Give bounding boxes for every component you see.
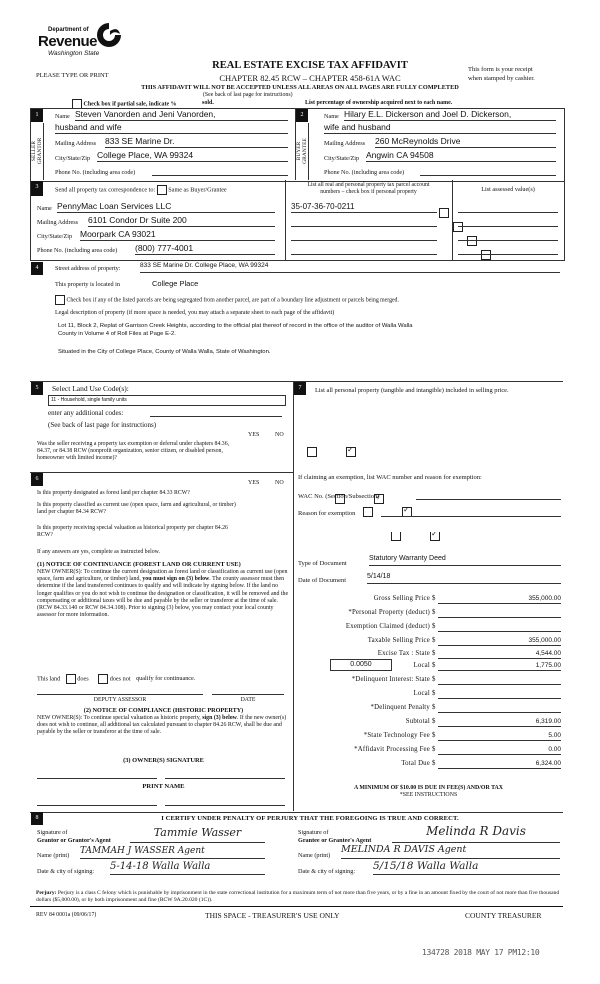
buyer-city-label: City/State/Zip bbox=[324, 155, 360, 162]
document-type-label: Type of Document bbox=[298, 560, 347, 567]
section-8-number: 8 bbox=[31, 812, 43, 825]
does-not-qualify-checkbox[interactable] bbox=[98, 674, 108, 684]
exemption-reason-input-2[interactable] bbox=[298, 522, 561, 532]
parcel-header-line-2: numbers – check box if personal property bbox=[320, 189, 417, 195]
located-in-value[interactable]: College Place bbox=[152, 279, 199, 288]
exemption-deferral-yes-checkbox[interactable] bbox=[307, 447, 317, 457]
dollar-sign: $ bbox=[432, 623, 436, 630]
buyer-side-label bbox=[296, 123, 309, 180]
logo-dept-text: Department of bbox=[48, 27, 89, 33]
perjury-certification: I CERTIFY UNDER PENALTY OF PERJURY THAT THE FOREGOING IS TRUE AND CORRECT. bbox=[161, 815, 459, 822]
owner-signature-line-2[interactable] bbox=[165, 778, 285, 779]
parcel-number-input-1[interactable]: 35-07-36-70-0211 bbox=[291, 202, 437, 213]
subtotal-label: Subtotal bbox=[405, 718, 430, 725]
seller-side-label bbox=[31, 123, 44, 180]
section-2-number: 2 bbox=[296, 109, 308, 122]
parcel-header-line-1: List all real and personal property tax parcel account bbox=[307, 182, 430, 188]
seller-phone-input[interactable] bbox=[152, 167, 288, 176]
state-technology-fee-input[interactable] bbox=[438, 729, 561, 741]
gross-selling-price-input[interactable] bbox=[438, 592, 561, 604]
gross-selling-price-value: 355,000.00 bbox=[528, 595, 561, 602]
buyer-name-input[interactable]: Hilary E.L. Dickerson and Joel D. Dickerson, bbox=[344, 109, 556, 121]
send-correspondence-label: Send all property tax correspondence to: bbox=[55, 186, 156, 194]
assessed-value-input-1[interactable] bbox=[458, 203, 558, 213]
please-type-print: PLEASE TYPE OR PRINT bbox=[36, 72, 109, 79]
current-use-question: Is this property classified as current use (open space, farm and agricultural, or timber) land per chapter 84.34 RCW? bbox=[37, 502, 236, 515]
personal-property-deduct-input[interactable] bbox=[438, 606, 561, 618]
partial-sale-label: Check box if partial sale, indicate % bbox=[83, 101, 177, 108]
correspondence-name-input[interactable]: PennyMac Loan Services LLC bbox=[57, 201, 275, 213]
notice-continuance-text bbox=[37, 569, 290, 619]
grantor-date-label: Date & city of signing: bbox=[37, 868, 95, 875]
assessed-value-input-2[interactable] bbox=[458, 217, 558, 227]
minimum-fee-note: A MINIMUM OF $10.00 IS DUE IN FEE(S) AND/OR TAX bbox=[353, 785, 504, 791]
divider bbox=[30, 472, 293, 473]
segregated-row bbox=[55, 295, 399, 305]
dollar-sign: $ bbox=[432, 650, 436, 657]
legal-description-label: Legal description of property (if more space is needed, you may attach a separate sheet to each page of the affidavit) bbox=[55, 310, 335, 316]
grantee-signature-label-1: Signature of bbox=[298, 829, 329, 836]
section-7-number: 7 bbox=[294, 382, 306, 395]
section-5-yes-header: YES bbox=[248, 432, 260, 438]
total-due-value: 6,324.00 bbox=[535, 760, 561, 767]
legal-description-line-2: County in Volume 4 of Roll Files at Page E-2. bbox=[58, 331, 176, 337]
seller-name-label: Name bbox=[55, 113, 70, 120]
segregated-checkbox[interactable] bbox=[55, 295, 65, 305]
buyer-name-input-2[interactable]: wife and husband bbox=[324, 122, 556, 134]
assessed-values-header: List assessed value(s) bbox=[481, 186, 535, 193]
grantee-signature-field[interactable]: Melinda R Davis bbox=[392, 824, 560, 843]
state-technology-fee-label: *State Technology Fee bbox=[363, 732, 430, 739]
seller-name-input[interactable]: Steven Vanorden and Jeni Vanorden, bbox=[75, 109, 288, 121]
same-as-buyer-label: Same as Buyer/Grantee bbox=[168, 186, 227, 194]
taxable-selling-price-label: Taxable Selling Price bbox=[367, 637, 430, 644]
excise-tax-local-label: Local bbox=[413, 662, 430, 669]
land-use-see-back: (See back of last page for instructions) bbox=[48, 421, 157, 429]
additional-codes-label: enter any additional codes: bbox=[48, 409, 124, 417]
excise-tax-state-label: Excise Tax : State bbox=[377, 650, 430, 657]
section-6-yes-header: YES bbox=[248, 480, 260, 486]
correspondence-city-input[interactable]: Moorpark CA 93021 bbox=[80, 229, 275, 241]
wac-number-input[interactable] bbox=[416, 490, 561, 500]
seller-mailing-input[interactable]: 833 SE Marine Dr. bbox=[105, 136, 288, 148]
correspondence-phone-label: Phone No. (including area code) bbox=[37, 247, 118, 254]
total-due-input[interactable] bbox=[438, 757, 561, 769]
owner-signature-title: (3) OWNER(S) SIGNATURE bbox=[123, 757, 204, 764]
deputy-assessor-signature-line[interactable] bbox=[37, 694, 203, 695]
seller-label: SELLER bbox=[31, 140, 37, 162]
exemption-claimed-label: Exemption Claimed (deduct) bbox=[345, 623, 430, 630]
continuance-row bbox=[37, 674, 195, 684]
subtotal-input[interactable] bbox=[438, 715, 561, 727]
perjury-notice-text: Perjury is a class C felony which is punishable by imprisonment in the state correctional institution for a maximum term of not more than five years, or by a fine in an amount fixed by the court of not more than five thousand dollars ($5,000.00), or by both imprisonment and fine (RCW 9A.20.020 (1C)). bbox=[36, 890, 560, 903]
dollar-sign: $ bbox=[432, 732, 436, 739]
owner-signature-line-1[interactable] bbox=[37, 778, 157, 779]
divider bbox=[452, 180, 453, 260]
dollar-sign: $ bbox=[432, 662, 436, 669]
perjury-notice bbox=[36, 890, 566, 904]
ownership-note: List percentage of ownership acquired next to each name. bbox=[305, 100, 453, 106]
parcel-header bbox=[287, 182, 450, 196]
seller-name-input-2[interactable]: husband and wife bbox=[55, 122, 288, 134]
divider bbox=[293, 381, 294, 811]
form-number: REV 84 0001a (09/06/17) bbox=[36, 912, 97, 918]
correspondence-city-label: City/State/Zip bbox=[37, 233, 73, 240]
located-in-label: This property is located in bbox=[55, 281, 120, 288]
buyer-mailing-input[interactable]: 260 McReynolds Drive bbox=[375, 136, 556, 148]
local-rate-box[interactable]: 0.0050 bbox=[330, 659, 392, 671]
document-date-input[interactable]: 5/14/18 bbox=[367, 573, 561, 584]
grantor-name-label: Name (print) bbox=[37, 852, 70, 859]
segregated-label: Check box if any of the listed parcels are being segregated from another parcel, are part of a boundary line adjustment or parcels being merged. bbox=[66, 297, 399, 304]
dollar-sign: $ bbox=[432, 718, 436, 725]
exemption-claimed-input[interactable] bbox=[438, 620, 561, 632]
treasurer-use-only: THIS SPACE - TREASURER'S USE ONLY bbox=[205, 911, 340, 920]
excise-tax-state-input[interactable] bbox=[438, 647, 561, 659]
dollar-sign: $ bbox=[432, 746, 436, 753]
does-qualify-checkbox[interactable] bbox=[66, 674, 76, 684]
buyer-name-label: Name bbox=[324, 113, 339, 120]
personal-property-label: List all personal property (tangible and intangible) included in selling price. bbox=[315, 387, 509, 394]
correspondence-phone-input[interactable]: (800) 777-4001 bbox=[135, 243, 275, 255]
excise-tax-local-input[interactable] bbox=[438, 659, 561, 671]
street-address-label: Street address of property: bbox=[55, 265, 121, 272]
parcel-number-input-4[interactable] bbox=[291, 244, 437, 255]
seller-city-label: City/State/Zip bbox=[55, 155, 91, 162]
seller-phone-label: Phone No. (including area code) bbox=[55, 169, 136, 176]
dollar-sign: $ bbox=[432, 637, 436, 644]
parcel-number-input-2[interactable] bbox=[291, 216, 437, 227]
notice-compliance-title: (2) NOTICE OF COMPLIANCE (HISTORIC PROPERTY) bbox=[83, 707, 244, 714]
does-label: does bbox=[77, 675, 89, 683]
delinquent-interest-state-label: *Delinquent Interest: State bbox=[351, 676, 430, 683]
dor-logo bbox=[38, 22, 128, 62]
gross-selling-price-label: Gross Selling Price bbox=[373, 595, 430, 602]
seller-mailing-label: Mailing Address bbox=[55, 140, 97, 147]
form-title: REAL ESTATE EXCISE TAX AFFIDAVIT bbox=[212, 60, 408, 71]
section-6-number: 6 bbox=[31, 473, 43, 486]
if-yes-instruction: If any answers are yes, complete as instructed below. bbox=[37, 549, 160, 555]
notice-compliance-text bbox=[37, 715, 290, 737]
exemption-deferral-no-checkbox[interactable] bbox=[346, 447, 356, 457]
affidavit-processing-fee-input[interactable] bbox=[438, 743, 561, 755]
affidavit-processing-fee-label: *Affidavit Processing Fee bbox=[354, 746, 430, 753]
receipt-note-1: This form is your receipt bbox=[468, 66, 533, 73]
notice-compliance-text-a: NEW OWNER(S): To continue special valuation as historic property, bbox=[37, 715, 201, 721]
delinquent-interest-local-input[interactable] bbox=[438, 687, 561, 699]
logo-state-text: Washington State bbox=[48, 50, 100, 57]
dor-swirl-logo-icon bbox=[96, 22, 122, 48]
section-5-number: 5 bbox=[31, 382, 43, 395]
section-5-no-header: NO bbox=[275, 432, 284, 438]
section-1-number: 1 bbox=[31, 109, 43, 122]
grantor-signature-field[interactable]: Tammie Wasser bbox=[130, 826, 265, 843]
grantor-date-field[interactable]: 5-14-18 Walla Walla bbox=[110, 861, 265, 875]
street-address-input[interactable]: 833 SE Marine Dr. College Place, WA 99324 bbox=[140, 262, 560, 273]
this-land-label: This land bbox=[37, 675, 61, 683]
assessed-value-input-4[interactable] bbox=[458, 245, 558, 255]
wac-number-label: WAC No. (Section/Subsection) bbox=[298, 493, 380, 500]
notice-continuance-text-bold: you must sign on (3) below bbox=[142, 576, 210, 583]
excise-tax-local-value: 1,775.00 bbox=[535, 662, 561, 669]
taxable-selling-price-input[interactable] bbox=[438, 634, 561, 646]
perjury-notice-bold: Perjury: bbox=[36, 890, 57, 896]
does-not-label: does not bbox=[109, 675, 131, 683]
legal-description-line-1: Lot 11, Block 2, Replat of Garrison Creek Heights, according to the official plat thereof of record in the office of the auditor of Walla Walla bbox=[58, 323, 413, 329]
buyer-phone-input[interactable] bbox=[420, 167, 556, 176]
notice-continuance-title: (1) NOTICE OF CONTINUANCE (FOREST LAND OR CURRENT USE) bbox=[37, 561, 241, 568]
grantor-name-field[interactable]: TAMMAH J WASSER Agent bbox=[80, 846, 265, 859]
historical-property-question: Is this property receiving special valuation as historical property per chapter 84.26 RCW? bbox=[37, 525, 228, 538]
grantor-signature-label-2: Grantor or Grantor's Agent bbox=[37, 837, 111, 844]
grantee-name-label: Name (print) bbox=[298, 852, 331, 859]
buyer-mailing-label: Mailing Address bbox=[324, 140, 366, 147]
forest-land-question: Is this property designated as forest land per chapter 84.33 RCW? bbox=[37, 490, 190, 496]
dollar-sign: $ bbox=[432, 595, 436, 602]
divider bbox=[285, 180, 286, 260]
grantor-label: GRANTOR bbox=[37, 137, 43, 165]
exemption-deferral-question: Was the seller receiving a property tax exemption or deferral under chapters 84.36, 84.37, or 84.38 RCW (nonprofit organization, senior citizen, or disabled person, homeowner with limited income)? bbox=[37, 441, 230, 461]
parcel-number-input-3[interactable] bbox=[291, 230, 437, 241]
total-due-label: Total Due bbox=[401, 760, 430, 767]
historical-property-yes-checkbox[interactable] bbox=[391, 531, 401, 541]
affidavit-processing-fee-value: 0.00 bbox=[548, 746, 561, 753]
see-instructions-note: *SEE INSTRUCTIONS bbox=[399, 792, 458, 798]
delinquent-penalty-input[interactable] bbox=[438, 701, 561, 713]
assessor-date-label: DATE bbox=[240, 697, 256, 703]
section-3-number: 3 bbox=[31, 181, 43, 196]
buyer-label: BUYER bbox=[296, 141, 302, 161]
exemption-reason-label: Reason for exemption bbox=[298, 510, 356, 517]
dollar-sign: $ bbox=[432, 704, 436, 711]
sold-label: sold. bbox=[202, 100, 214, 106]
county-treasurer: COUNTY TREASURER bbox=[465, 911, 542, 920]
assessed-value-input-3[interactable] bbox=[458, 231, 558, 241]
grantee-date-field[interactable]: 5/15/18 Walla Walla bbox=[373, 860, 560, 875]
buyer-phone-label: Phone No. (including area code) bbox=[324, 169, 405, 176]
see-back-instructions: (See back of last page for instructions) bbox=[203, 92, 293, 98]
exemption-reason-input[interactable] bbox=[381, 507, 561, 517]
section-4-number: 4 bbox=[31, 262, 43, 275]
section-6-no-header: NO bbox=[275, 480, 284, 486]
dollar-sign: $ bbox=[432, 609, 436, 616]
correspondence-name-label: Name bbox=[37, 205, 52, 212]
notice-continuance-text-b: . The county assessor must then determine if the land transferred continues to qualify and will indicate by signing below. If the land no longer qualifies or you do not wish to continue the designation or classification, it will be removed and the compensating or additional taxes will be due and payable by the seller or transferor at the time of sale. (RCW 84.33.140 or RCW 84.34.108). Prior to signing (3) below, you may contact your local county assessor for more information. bbox=[37, 576, 289, 619]
acceptance-warning: THIS AFFIDAVIT WILL NOT BE ACCEPTED UNLESS ALL AREAS ON ALL PAGES ARE FULLY COMPLETED bbox=[141, 84, 459, 91]
buyer-city-input[interactable]: Angwin CA 94508 bbox=[366, 150, 556, 162]
form-subtitle: CHAPTER 82.45 RCW – CHAPTER 458-61A WAC bbox=[219, 73, 401, 83]
current-use-yes-checkbox[interactable] bbox=[363, 507, 373, 517]
land-use-code-select[interactable]: 11 - Household, single family units bbox=[48, 395, 286, 406]
dollar-sign: $ bbox=[432, 760, 436, 767]
dollar-sign: $ bbox=[432, 690, 436, 697]
document-type-input[interactable]: Statutory Warranty Deed bbox=[369, 555, 561, 566]
treasurer-stamp: 134728 2018 MAY 17 PM12:10 bbox=[422, 948, 540, 957]
notice-continuance-text-a: NEW OWNER(S): To continue the current designation as forest land or classification as current use (open space, farm and agriculture, or timber) land, bbox=[37, 569, 288, 583]
correspondence-mailing-label: Mailing Address bbox=[37, 219, 79, 226]
print-name-label: PRINT NAME bbox=[142, 783, 185, 790]
personal-property-deduct-label: *Personal Property (deduct) bbox=[348, 609, 430, 616]
receipt-note-2: when stamped by cashier. bbox=[468, 75, 535, 82]
logo-revenue-text: Revenue bbox=[38, 33, 98, 50]
correspondence-mailing-input[interactable]: 6101 Condor Dr Suite 200 bbox=[88, 215, 275, 227]
exemption-instruction: If claiming an exemption, list WAC number and reason for exemption: bbox=[298, 474, 482, 481]
notice-compliance-text-bold: sign (3) below bbox=[202, 715, 237, 721]
assessor-date-line[interactable] bbox=[212, 694, 284, 695]
delinquent-interest-state-input[interactable] bbox=[438, 673, 561, 685]
taxable-selling-price-value: 355,000.00 bbox=[528, 637, 561, 644]
legal-description-line-3: Situated in the City of College Place, County of Walla Walla, State of Washington. bbox=[58, 349, 271, 355]
grantee-date-label: Date & city of signing: bbox=[298, 868, 356, 875]
dollar-sign: $ bbox=[432, 676, 436, 683]
send-correspondence-row bbox=[55, 185, 227, 195]
document-date-label: Date of Document bbox=[298, 577, 347, 584]
state-technology-fee-value: 5.00 bbox=[548, 732, 561, 739]
grantee-name-field[interactable]: MELINDA R DAVIS Agent bbox=[341, 844, 560, 859]
print-name-line-1[interactable] bbox=[37, 805, 157, 806]
subtotal-value: 6,319.00 bbox=[535, 718, 561, 725]
additional-codes-input[interactable] bbox=[150, 408, 282, 417]
personal-property-checkbox-1[interactable] bbox=[439, 208, 449, 218]
qualify-label: qualify for continuance. bbox=[136, 675, 196, 683]
print-name-line-2[interactable] bbox=[165, 805, 285, 806]
delinquent-penalty-label: *Delinquent Penalty bbox=[370, 704, 430, 711]
same-as-buyer-checkbox[interactable] bbox=[157, 185, 167, 195]
grantee-label: GRANTEE bbox=[302, 138, 308, 164]
land-use-title: Select Land Use Code(s): bbox=[52, 384, 129, 393]
divider bbox=[30, 906, 563, 907]
excise-tax-state-value: 4,544.00 bbox=[535, 650, 561, 657]
grantor-signature-label-1: Signature of bbox=[37, 829, 68, 836]
historical-property-no-checkbox[interactable] bbox=[430, 531, 440, 541]
deputy-assessor-label: DEPUTY ASSESSOR bbox=[93, 697, 147, 703]
notice-compliance-text-b: . If the new owner(s) does not wish to continue, all additional tax calculated pursuant to chapter 84.26 RCW, shall be due and payable by the seller or transferor at the time of sale. bbox=[37, 715, 287, 736]
delinquent-interest-local-label: Local bbox=[413, 690, 430, 697]
seller-city-input[interactable]: College Place, WA 99324 bbox=[97, 150, 288, 162]
grantee-signature-label-2: Grantee or Grantee's Agent bbox=[298, 837, 372, 844]
